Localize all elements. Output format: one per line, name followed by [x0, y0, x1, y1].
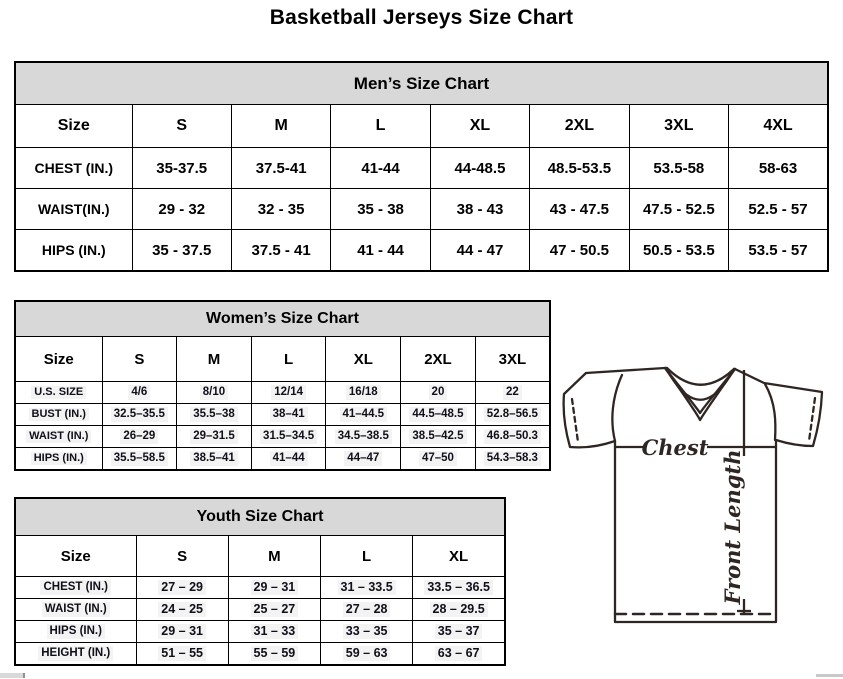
column-header: M [228, 536, 320, 577]
row-label: CHEST (IN.) [15, 148, 132, 189]
column-header: 3XL [475, 337, 550, 382]
table-row [15, 230, 828, 272]
youth-table-title: Youth Size Chart [15, 498, 505, 536]
table-cell: 25 – 27 [228, 599, 320, 621]
row-label: HEIGHT (IN.) [15, 643, 136, 666]
table-cell: 8/10 [177, 382, 252, 404]
table-cell: 47–50 [401, 448, 476, 471]
table-cell: 35 – 37 [413, 621, 505, 643]
column-header: XL [326, 337, 401, 382]
table-cell: 38.5–41 [177, 448, 252, 471]
table-cell: 33.5 – 36.5 [413, 577, 505, 599]
row-label: U.S. SIZE [15, 382, 102, 404]
table-cell: 35-37.5 [132, 148, 231, 189]
table-cell: 41-44 [331, 148, 430, 189]
table-cell: 48.5-53.5 [530, 148, 629, 189]
mens-table-title: Men’s Size Chart [15, 62, 828, 105]
page-title: Basketball Jerseys Size Chart [269, 6, 574, 29]
column-header: 2XL [401, 337, 476, 382]
table-cell: 27 – 29 [136, 577, 228, 599]
table-row [15, 189, 828, 230]
table-cell: 29 – 31 [228, 577, 320, 599]
table-cell: 63 – 67 [413, 643, 505, 666]
table-row [15, 448, 550, 471]
table-cell: 4/6 [102, 382, 177, 404]
table-cell: 32 - 35 [231, 189, 330, 230]
column-header: Size [15, 536, 136, 577]
mens-size-table [14, 61, 829, 272]
row-label: HIPS (IN.) [15, 448, 102, 471]
table-cell: 29–31.5 [177, 426, 252, 448]
table-cell: 44-48.5 [430, 148, 529, 189]
table-cell: 20 [401, 382, 476, 404]
table-cell: 24 – 25 [136, 599, 228, 621]
table-cell: 35 - 37.5 [132, 230, 231, 272]
column-header: XL [413, 536, 505, 577]
table-cell: 31.5–34.5 [251, 426, 326, 448]
row-label: WAIST(IN.) [15, 189, 132, 230]
table-cell: 50.5 - 53.5 [629, 230, 728, 272]
column-header: Size [15, 105, 132, 148]
column-header: L [321, 536, 413, 577]
table-cell: 32.5–35.5 [102, 404, 177, 426]
table-cell: 54.3–58.3 [475, 448, 550, 471]
table-cell: 46.8–50.3 [475, 426, 550, 448]
column-header: L [251, 337, 326, 382]
row-label: WAIST (IN.) [15, 426, 102, 448]
table-cell: 51 – 55 [136, 643, 228, 666]
table-cell: 35.5–58.5 [102, 448, 177, 471]
table-cell: 47 - 50.5 [530, 230, 629, 272]
table-cell: 37.5-41 [231, 148, 330, 189]
column-header: 4XL [729, 105, 828, 148]
table-cell: 34.5–38.5 [326, 426, 401, 448]
table-row [15, 621, 505, 643]
table-cell: 35 - 38 [331, 189, 430, 230]
row-label: WAIST (IN.) [15, 599, 136, 621]
row-label: CHEST (IN.) [15, 577, 136, 599]
table-row [15, 643, 505, 666]
column-header: M [231, 105, 330, 148]
table-cell: 41–44 [251, 448, 326, 471]
table-cell: 52.5 - 57 [729, 189, 828, 230]
table-cell: 27 – 28 [321, 599, 413, 621]
table-cell: 37.5 - 41 [231, 230, 330, 272]
table-row [15, 536, 505, 577]
column-header: XL [430, 105, 529, 148]
table-row [15, 426, 550, 448]
youth-size-table [14, 497, 506, 666]
table-cell: 31 – 33 [228, 621, 320, 643]
table-cell: 28 – 29.5 [413, 599, 505, 621]
column-header: S [132, 105, 231, 148]
column-header: Size [15, 337, 102, 382]
table-cell: 26–29 [102, 426, 177, 448]
table-row [15, 105, 828, 148]
table-cell: 12/14 [251, 382, 326, 404]
table-cell: 41 - 44 [331, 230, 430, 272]
chest-label: Chest [641, 435, 709, 460]
row-label: HIPS (IN.) [15, 230, 132, 272]
table-cell: 44 - 47 [430, 230, 529, 272]
horizontal-scrollbar-fragment-right[interactable] [816, 674, 843, 677]
table-cell: 59 – 63 [321, 643, 413, 666]
table-cell: 22 [475, 382, 550, 404]
column-header: L [331, 105, 430, 148]
table-cell: 41–44.5 [326, 404, 401, 426]
table-row [15, 148, 828, 189]
table-cell: 44–47 [326, 448, 401, 471]
table-cell: 53.5-58 [629, 148, 728, 189]
table-cell: 16/18 [326, 382, 401, 404]
table-cell: 55 – 59 [228, 643, 320, 666]
row-label: HIPS (IN.) [15, 621, 136, 643]
column-header: M [177, 337, 252, 382]
table-cell: 43 - 47.5 [530, 189, 629, 230]
row-label: BUST (IN.) [15, 404, 102, 426]
table-row [15, 599, 505, 621]
womens-size-table [14, 300, 551, 471]
horizontal-scrollbar-fragment-left[interactable] [0, 673, 25, 678]
jersey-measurement-diagram [554, 355, 841, 647]
table-cell: 47.5 - 52.5 [629, 189, 728, 230]
column-header: S [102, 337, 177, 382]
table-cell: 31 – 33.5 [321, 577, 413, 599]
column-header: S [136, 536, 228, 577]
column-header: 2XL [530, 105, 629, 148]
table-cell: 44.5–48.5 [401, 404, 476, 426]
table-cell: 35.5–38 [177, 404, 252, 426]
table-cell: 58-63 [729, 148, 828, 189]
table-row [15, 337, 550, 382]
table-cell: 29 - 32 [132, 189, 231, 230]
table-cell: 38.5–42.5 [401, 426, 476, 448]
table-cell: 52.8–56.5 [475, 404, 550, 426]
table-row [15, 382, 550, 404]
table-row [15, 62, 828, 105]
table-row [15, 301, 550, 337]
table-row [15, 404, 550, 426]
table-row [15, 498, 505, 536]
table-cell: 38–41 [251, 404, 326, 426]
table-cell: 33 – 35 [321, 621, 413, 643]
table-cell: 29 – 31 [136, 621, 228, 643]
jersey-outline [564, 368, 822, 622]
table-row [15, 577, 505, 599]
womens-table-title: Women’s Size Chart [15, 301, 550, 337]
column-header: 3XL [629, 105, 728, 148]
front-length-label: Front Length [720, 449, 745, 605]
table-cell: 53.5 - 57 [729, 230, 828, 272]
table-cell: 38 - 43 [430, 189, 529, 230]
